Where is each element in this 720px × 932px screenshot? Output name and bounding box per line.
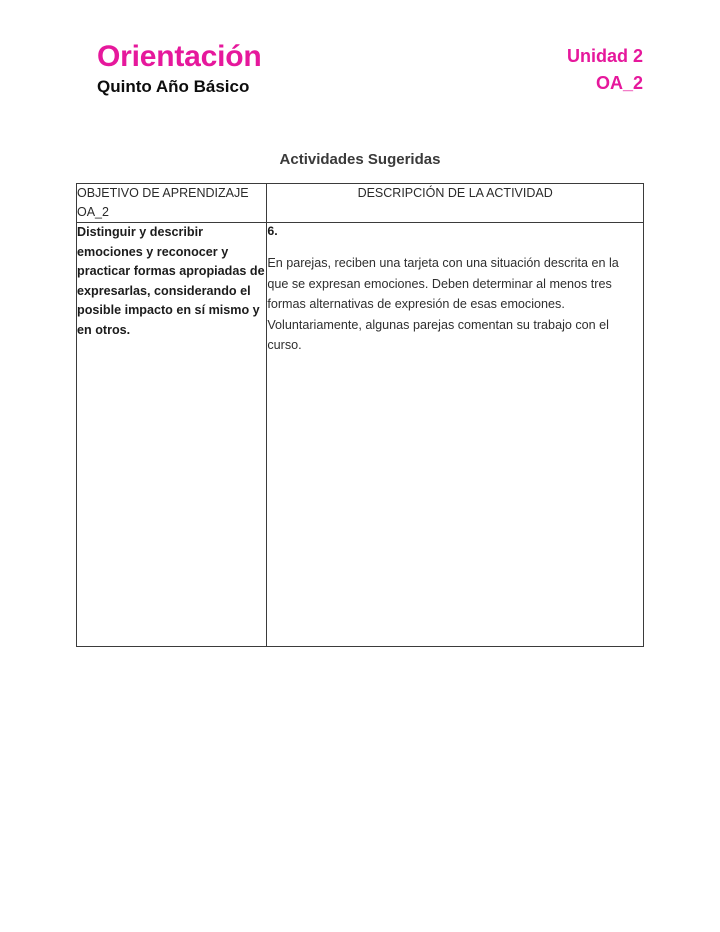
- grade-title: Quinto Año Básico: [97, 77, 250, 96]
- table-header: [77, 184, 644, 223]
- table-body: [77, 223, 644, 647]
- oa-code-label: OA_2: [595, 73, 643, 93]
- cell-objective: [77, 223, 267, 647]
- table-header-row: [77, 184, 644, 223]
- section-heading: Actividades Sugeridas: [279, 151, 441, 168]
- table-row: [77, 223, 644, 647]
- activities-table: [76, 183, 644, 647]
- subject-title: Orientación: [97, 40, 262, 73]
- cell-description: [267, 223, 644, 647]
- header-left-block: [97, 40, 262, 98]
- activity-description-text: En parejas, reciben una tarjeta con una situación descrita en la que se expresan emociones. Deben determinar al menos tres formas alternativas de expresión de esas emociones. Voluntariamente, algunas parejas comentan su trabajo con el curso.: [267, 256, 619, 352]
- objective-text: Distinguir y describir emociones y reconocer y practicar formas apropiadas de expresarlas, considerando el posible impacto en sí mismo y en otros.: [77, 225, 265, 337]
- header-right-block: [567, 44, 643, 95]
- column-header-objective: OBJETIVO DE APRENDIZAJE OA_2: [77, 184, 267, 223]
- document-header: [0, 40, 720, 112]
- column-header-description: DESCRIPCIÓN DE LA ACTIVIDAD: [267, 184, 644, 223]
- activity-number: 6.: [267, 224, 278, 238]
- unit-label: Unidad 2: [566, 46, 643, 66]
